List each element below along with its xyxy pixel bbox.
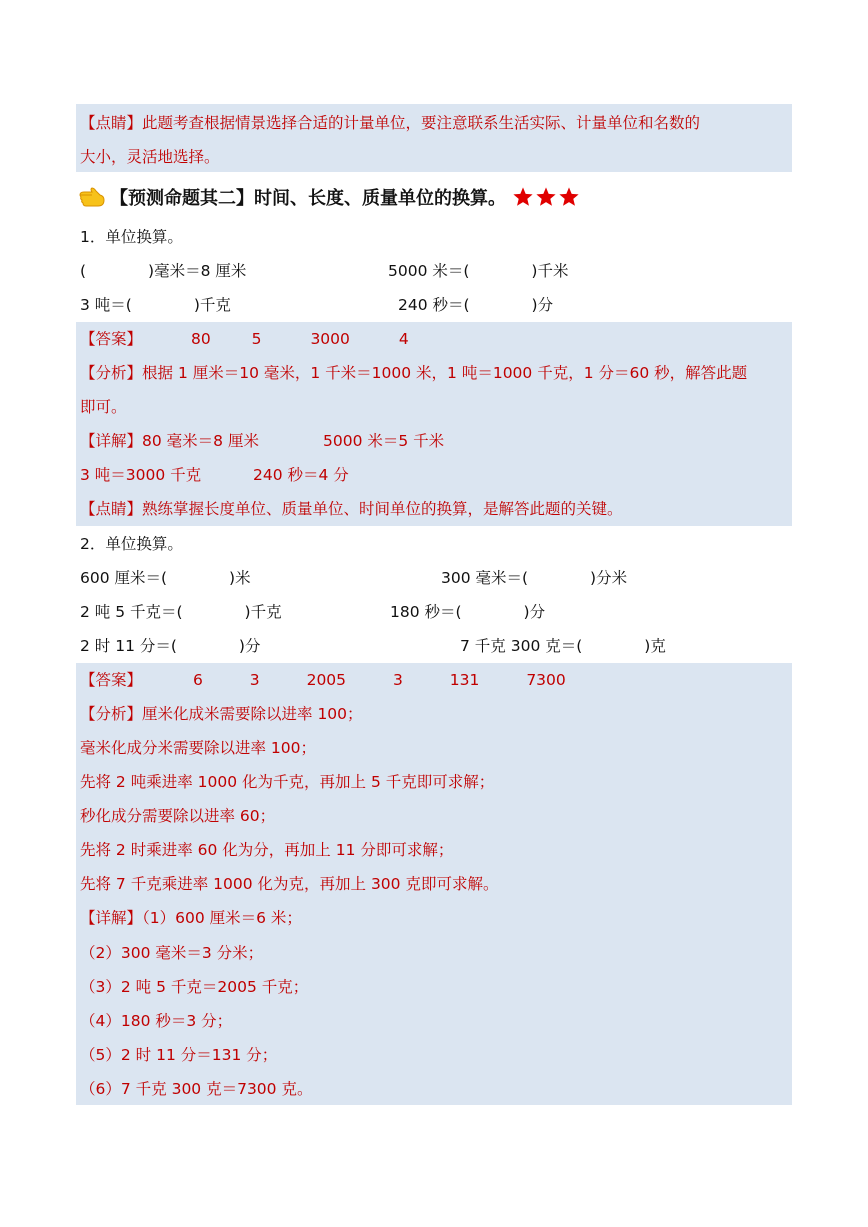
- q2-blank-1: 600 厘米＝( )米: [80, 569, 251, 587]
- tip-line-2: 大小，灵活地选择。: [80, 148, 220, 166]
- answer-tag: 【答案】: [80, 671, 143, 689]
- q2-analysis-line-6: 先将 7 千克乘进率 1000 化为克，再加上 300 克即可求解。: [80, 875, 499, 893]
- q2-blank-5: 2 时 11 分＝( )分: [80, 637, 261, 655]
- q2-detail-line-4: （4）180 秒＝3 分；: [80, 1012, 233, 1030]
- detail-tag: 【详解】: [80, 432, 143, 450]
- detail-tag: 【详解】: [80, 909, 143, 927]
- q1-solution-box: [76, 322, 792, 526]
- q1-detail-d: 240 秒＝4 分: [253, 466, 349, 484]
- q1-title: 1．单位换算。: [80, 228, 183, 246]
- q1-blank-1: ( )毫米＝8 厘米: [80, 262, 247, 280]
- q1-detail-c: 3 吨＝3000 千克: [80, 466, 202, 484]
- analysis-tag: 【分析】: [80, 364, 143, 382]
- q1-detail-b: 5000 米＝5 千米: [323, 432, 445, 450]
- q1-answer-row: [80, 329, 409, 349]
- q2-title: 2．单位换算。: [80, 535, 183, 553]
- q2-analysis-line-2: 毫米化成分米需要除以进率 100；: [80, 739, 317, 757]
- q2-detail-line-6: （6）7 千克 300 克＝7300 克。: [80, 1080, 313, 1098]
- q2-detail-line-3: （3）2 吨 5 千克＝2005 千克；: [80, 978, 309, 996]
- analysis-text: 厘米化成米需要除以进率 100；: [142, 705, 363, 723]
- q1-tip-line: [80, 499, 623, 519]
- q2-analysis-line-5: 先将 2 时乘进率 60 化为分，再加上 11 分即可求解；: [80, 841, 454, 859]
- answer-value: 80: [190, 330, 211, 348]
- analysis-text: 根据 1 厘米＝10 毫米，1 千米＝1000 米，1 吨＝1000 千克，1 分＝60 秒，解答此题: [142, 364, 748, 382]
- q1-detail-line-1: [80, 431, 259, 451]
- q1-analysis-line-2: 即可。: [80, 398, 127, 416]
- q1-blank-3: 3 吨＝( )千克: [80, 296, 231, 314]
- answer-value: 3000: [310, 330, 350, 348]
- detail-text: 80 毫米＝8 厘米: [142, 432, 259, 450]
- tip-text-1: 此题考查根据情景选择合适的计量单位，要注意联系生活实际、计量单位和名数的: [142, 114, 701, 132]
- red-star-icon: [558, 186, 580, 208]
- section-heading: [78, 184, 581, 210]
- tip-text: 熟练掌握长度单位、质量单位、时间单位的换算，是解答此题的关键。: [142, 500, 623, 518]
- tip-tag: 【点睛】: [80, 114, 143, 132]
- q2-blank-4: 180 秒＝( )分: [390, 603, 546, 621]
- red-star-icon: [535, 186, 557, 208]
- q2-detail-line-1: [80, 908, 302, 928]
- answer-value: 3: [392, 671, 403, 689]
- rating-stars: [512, 186, 581, 208]
- tip-line-1: [80, 113, 700, 133]
- q1-blank-4: 240 秒＝( )分: [398, 296, 554, 314]
- answer-value: 6: [192, 671, 203, 689]
- q2-blank-3: 2 吨 5 千克＝( )千克: [80, 603, 282, 621]
- q1-analysis-line-1: [80, 363, 747, 383]
- red-star-icon: [512, 186, 534, 208]
- q2-blank-6: 7 千克 300 克＝( )克: [460, 637, 666, 655]
- tip-tag: 【点睛】: [80, 500, 143, 518]
- answer-value: 131: [449, 671, 480, 689]
- q2-analysis-line-4: 秒化成分需要除以进率 60；: [80, 807, 276, 825]
- q2-detail-line-2: （2）300 毫米＝3 分米；: [80, 944, 264, 962]
- q2-detail-line-5: （5）2 时 11 分＝131 分；: [80, 1046, 278, 1064]
- answer-value: 5: [251, 330, 262, 348]
- answer-value: 7300: [526, 671, 566, 689]
- q2-answer-row: [80, 670, 566, 690]
- q2-analysis-line-3: 先将 2 吨乘进率 1000 化为千克，再加上 5 千克即可求解；: [80, 773, 495, 791]
- q1-blank-2: 5000 米＝( )千米: [388, 262, 569, 280]
- pointing-hand-icon: [78, 186, 106, 208]
- answer-tag: 【答案】: [80, 330, 143, 348]
- answer-value: 3: [249, 671, 260, 689]
- analysis-tag: 【分析】: [80, 705, 143, 723]
- answer-value: 4: [398, 330, 409, 348]
- q2-analysis-line-1: [80, 704, 363, 724]
- answer-value: 2005: [306, 671, 347, 689]
- q2-blank-2: 300 毫米＝( )分米: [441, 569, 628, 587]
- detail-text: （1）600 厘米＝6 米；: [142, 909, 302, 927]
- section-title: 【预测命题其二】时间、长度、质量单位的换算。: [110, 188, 506, 209]
